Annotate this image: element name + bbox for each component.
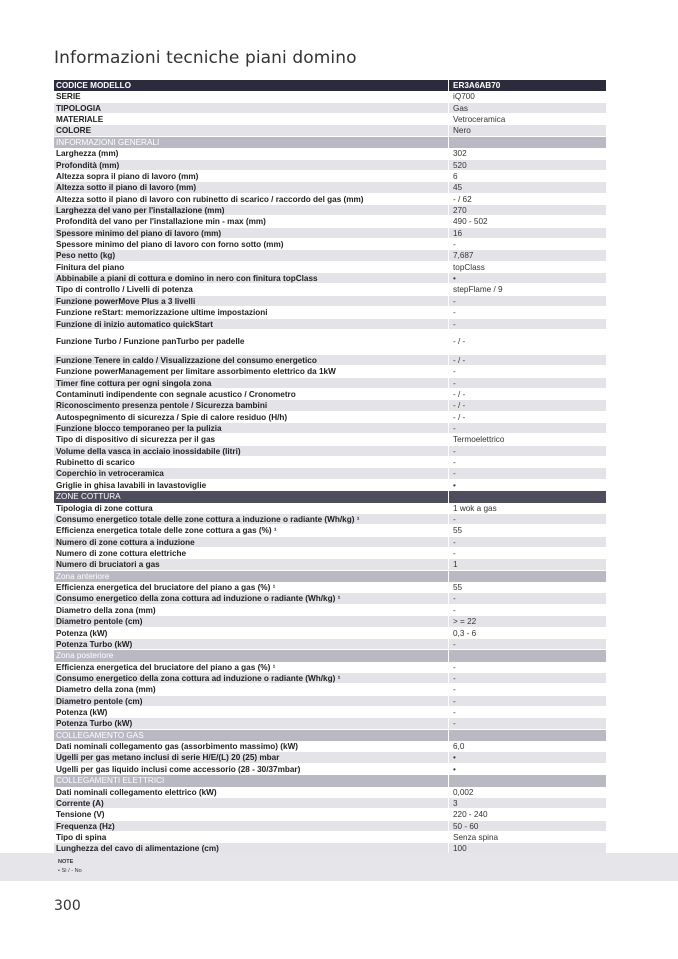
row-value: 16 <box>448 228 606 238</box>
row-label: TIPOLOGIA <box>56 103 102 113</box>
row-value: - <box>448 662 606 672</box>
table-row <box>54 194 606 205</box>
row-label: Frequenza (Hz) <box>56 821 115 831</box>
table-row <box>54 239 606 250</box>
row-value: 0,002 <box>448 787 606 797</box>
row-value: 520 <box>448 160 606 170</box>
row-label: Coperchio in vetroceramica <box>56 469 164 479</box>
table-row <box>54 171 606 182</box>
table-row <box>54 480 606 491</box>
table-row <box>54 537 606 548</box>
row-label: Potenza (kW) <box>56 708 108 718</box>
row-label: Numero di bruciatori a gas <box>56 560 160 570</box>
row-label: Riconoscimento presenza pentole / Sicurezza bambini <box>56 401 268 411</box>
row-label: Corrente (A) <box>56 798 104 808</box>
row-label: Consumo energetico della zona cottura ad induzione o radiante (Wh/kg) ¹ <box>56 594 341 604</box>
row-label: Spessore minimo del piano di lavoro (mm) <box>56 228 222 238</box>
table-row <box>54 296 606 307</box>
row-label: SERIE <box>56 92 81 102</box>
table-row <box>54 639 606 650</box>
row-label: Dati nominali collegamento gas (assorbimento massimo) (kW) <box>56 742 299 752</box>
row-label: Finitura del piano <box>56 262 125 272</box>
row-value: - / - <box>448 330 606 354</box>
table-row <box>54 205 606 216</box>
row-value: - <box>448 423 606 433</box>
table-row <box>54 412 606 423</box>
row-label: Tipo di dispositivo di sicurezza per il gas <box>56 435 216 445</box>
row-value: - <box>448 605 606 615</box>
subsection-row <box>54 730 606 741</box>
row-value: - <box>448 514 606 524</box>
row-value: - <box>448 548 606 558</box>
row-label: Peso netto (kg) <box>56 251 116 261</box>
row-label: Potenza Turbo (kW) <box>56 639 133 649</box>
table-row <box>54 798 606 809</box>
row-label: Abbinabile a piani di cottura e domino in nero con finitura topClass <box>56 274 318 284</box>
row-label: INFORMAZIONI GENERALI <box>56 137 160 147</box>
row-label: Funzione reStart: memorizzazione ultime impostazioni <box>56 308 268 318</box>
row-value <box>448 650 606 661</box>
row-label: Consumo energetico della zona cottura ad induzione o radiante (Wh/kg) ¹ <box>56 673 341 683</box>
table-row <box>54 662 606 673</box>
notes-text: • Sì / - No <box>58 868 82 874</box>
row-label: MATERIALE <box>56 115 104 125</box>
row-label: Consumo energetico totale delle zone cottura a induzione o radiante (Wh/kg) ¹ <box>56 514 360 524</box>
row-label: Efficienza energetica del bruciatore del piano a gas (%) ¹ <box>56 583 276 593</box>
row-value: - <box>448 319 606 329</box>
row-value: 7,687 <box>448 250 606 260</box>
row-value: Vetroceramica <box>448 114 606 124</box>
subsection-row <box>54 137 606 148</box>
row-value: Termoelettrico <box>448 434 606 444</box>
row-label: Volume della vasca in acciaio inossidabile (litri) <box>56 446 241 456</box>
table-row <box>54 103 606 114</box>
table-row <box>54 593 606 604</box>
row-label: Rubinetto di scarico <box>56 458 135 468</box>
table-row <box>54 423 606 434</box>
row-value: Gas <box>448 103 606 113</box>
page-number: 300 <box>54 898 81 914</box>
row-label: Efficienza energetica totale delle zone cottura a gas (%) ¹ <box>56 526 277 536</box>
row-value: 6 <box>448 171 606 181</box>
row-value: - <box>448 696 606 706</box>
table-row <box>54 284 606 295</box>
row-value: 55 <box>448 525 606 535</box>
subsection-row <box>54 650 606 661</box>
table-row <box>54 752 606 763</box>
row-value: - <box>448 639 606 649</box>
page-title: Informazioni tecniche piani domino <box>54 48 357 68</box>
table-row <box>54 514 606 525</box>
row-label: Diametro pentole (cm) <box>56 617 143 627</box>
subsection-row <box>54 571 606 582</box>
row-label: Autospegnimento di sicurezza / Spie di calore residuo (H/h) <box>56 412 288 422</box>
table-row <box>54 673 606 684</box>
row-value: > = 22 <box>448 616 606 626</box>
row-value: 55 <box>448 582 606 592</box>
row-value: iQ700 <box>448 91 606 101</box>
row-value: - <box>448 378 606 388</box>
table-row <box>54 160 606 171</box>
row-value: - <box>448 239 606 249</box>
section-row <box>54 491 606 502</box>
table-row <box>54 307 606 318</box>
row-value: - <box>448 593 606 603</box>
row-label: Diametro pentole (cm) <box>56 696 143 706</box>
row-value: ER3A6AB70 <box>448 80 606 91</box>
row-value: - / - <box>448 389 606 399</box>
row-value: 45 <box>448 182 606 192</box>
row-label: Larghezza (mm) <box>56 149 119 159</box>
row-value: topClass <box>448 262 606 272</box>
header-row <box>54 80 606 91</box>
row-label: Tensione (V) <box>56 810 105 820</box>
row-label: Numero di zone cottura elettriche <box>56 549 187 558</box>
row-label: Diametro della zona (mm) <box>56 605 156 615</box>
table-row <box>54 262 606 273</box>
row-value: 1 <box>448 559 606 569</box>
row-label: COLLEGAMENTI ELETTRICI <box>56 776 165 786</box>
row-label: Griglie in ghisa lavabili in lavastoviglie <box>56 480 207 490</box>
row-label: Diametro della zona (mm) <box>56 685 156 695</box>
table-row <box>54 503 606 514</box>
subsection-row <box>54 775 606 786</box>
table-row <box>54 741 606 752</box>
table-row <box>54 468 606 479</box>
table-row <box>54 250 606 261</box>
table-row <box>54 559 606 570</box>
row-label: Zona anteriore <box>56 571 110 581</box>
row-label: Potenza Turbo (kW) <box>56 719 133 729</box>
row-label: Altezza sotto il piano di lavoro con rubinetto di scarico / raccordo del gas (mm) <box>56 194 364 204</box>
row-value: Senza spina <box>448 832 606 842</box>
row-value: - / - <box>448 412 606 422</box>
table-row <box>54 832 606 843</box>
row-value: - <box>448 707 606 717</box>
row-label: Profondità del vano per l'installazione min - max (mm) <box>56 217 266 227</box>
row-label: Timer fine cottura per ogni singola zona <box>56 378 212 388</box>
row-label: Spessore minimo del piano di lavoro con forno sotto (mm) <box>56 240 284 250</box>
row-value: - <box>448 366 606 376</box>
table-row <box>54 764 606 775</box>
row-value: 270 <box>448 205 606 215</box>
row-value: 220 - 240 <box>448 809 606 819</box>
table-row <box>54 616 606 627</box>
table-row <box>54 216 606 227</box>
row-label: Tipo di controllo / Livelli di potenza <box>56 285 193 295</box>
row-label: CODICE MODELLO <box>56 81 132 90</box>
row-value: - <box>448 684 606 694</box>
row-value: 490 - 502 <box>448 216 606 226</box>
row-value: - <box>448 468 606 478</box>
table-row <box>54 125 606 136</box>
row-value: - <box>448 673 606 683</box>
table-row <box>54 366 606 377</box>
table-row <box>54 378 606 389</box>
row-value: 1 wok a gas <box>448 503 606 513</box>
table-row <box>54 548 606 559</box>
row-value: 302 <box>448 148 606 158</box>
row-value: • <box>448 273 606 283</box>
row-label: Tipologia di zone cottura <box>56 503 153 513</box>
table-row <box>54 605 606 616</box>
row-label: Funzione Tenere in caldo / Visualizzazione del consumo energetico <box>56 355 317 365</box>
row-label: Ugelli per gas metano inclusi di serie H/E/(L) 20 (25) mbar <box>56 753 280 763</box>
table-row <box>54 389 606 400</box>
row-label: Funzione Turbo / Funzione panTurbo per padelle <box>56 336 245 346</box>
row-value <box>448 571 606 582</box>
table-row <box>54 696 606 707</box>
row-value <box>448 137 606 148</box>
row-label: Ugelli per gas liquido inclusi come accessorio (28 - 30/37mbar) <box>56 764 301 774</box>
row-label: COLORE <box>56 126 92 136</box>
row-value: 6,0 <box>448 741 606 751</box>
table-row <box>54 582 606 593</box>
row-label: Profondità (mm) <box>56 160 120 170</box>
table-row <box>54 148 606 159</box>
table-row <box>54 228 606 239</box>
row-label: Altezza sopra il piano di lavoro (mm) <box>56 171 199 181</box>
row-value: • <box>448 752 606 762</box>
row-value: - / - <box>448 400 606 410</box>
notes-label: NOTE <box>58 859 74 865</box>
table-row <box>54 91 606 102</box>
row-value <box>448 775 606 786</box>
row-value: - <box>448 457 606 467</box>
row-label: Tipo di spina <box>56 832 107 842</box>
table-row <box>54 718 606 729</box>
table-row <box>54 319 606 330</box>
row-value: 3 <box>448 798 606 808</box>
row-value: - <box>448 307 606 317</box>
table-row <box>54 628 606 639</box>
row-value: - <box>448 537 606 547</box>
row-value: - / - <box>448 355 606 365</box>
spec-table <box>54 80 606 855</box>
row-value <box>448 730 606 741</box>
row-label: Larghezza del vano per l'installazione (mm) <box>56 205 225 215</box>
row-value: - / 62 <box>448 194 606 204</box>
row-label: Contaminuti indipendente con segnale acustico / Cronometro <box>56 389 296 399</box>
table-row <box>54 821 606 832</box>
row-label: Funzione di inizio automatico quickStart <box>56 319 213 329</box>
row-value: - <box>448 718 606 728</box>
table-row <box>54 400 606 411</box>
table-row <box>54 684 606 695</box>
table-row <box>54 446 606 457</box>
row-label: Funzione blocco temporaneo per la pulizia <box>56 424 222 434</box>
table-row <box>54 525 606 536</box>
row-value: - <box>448 446 606 456</box>
table-row <box>54 273 606 284</box>
table-row <box>54 809 606 820</box>
row-label: Potenza (kW) <box>56 628 108 638</box>
table-row <box>54 787 606 798</box>
row-value: • <box>448 480 606 490</box>
row-value: Nero <box>448 125 606 135</box>
table-row <box>54 330 606 355</box>
row-label: Lunghezza del cavo di alimentazione (cm) <box>56 844 219 854</box>
table-row <box>54 355 606 366</box>
row-label: Numero di zone cottura a induzione <box>56 537 195 547</box>
row-value: • <box>448 764 606 774</box>
row-label: Funzione powerMove Plus a 3 livelli <box>56 296 196 306</box>
row-value <box>448 491 606 502</box>
row-label: Dati nominali collegamento elettrico (kW) <box>56 787 217 797</box>
notes-box <box>0 853 678 881</box>
row-value: 100 <box>448 843 606 853</box>
row-label: Funzione powerManagement per limitare assorbimento elettrico da 1kW <box>56 367 336 377</box>
row-value: 50 - 60 <box>448 821 606 831</box>
table-row <box>54 182 606 193</box>
row-label: Efficienza energetica del bruciatore del piano a gas (%) ¹ <box>56 662 276 672</box>
table-row <box>54 457 606 468</box>
row-label: Zona posteriore <box>56 651 114 661</box>
row-label: COLLEGAMENTO GAS <box>56 730 144 740</box>
table-row <box>54 434 606 445</box>
row-label: Altezza sotto il piano di lavoro (mm) <box>56 183 197 193</box>
row-value: - <box>448 296 606 306</box>
table-row <box>54 114 606 125</box>
table-row <box>54 707 606 718</box>
row-value: stepFlame / 9 <box>448 284 606 294</box>
row-label: ZONE COTTURA <box>56 492 121 502</box>
row-value: 0,3 - 6 <box>448 628 606 638</box>
